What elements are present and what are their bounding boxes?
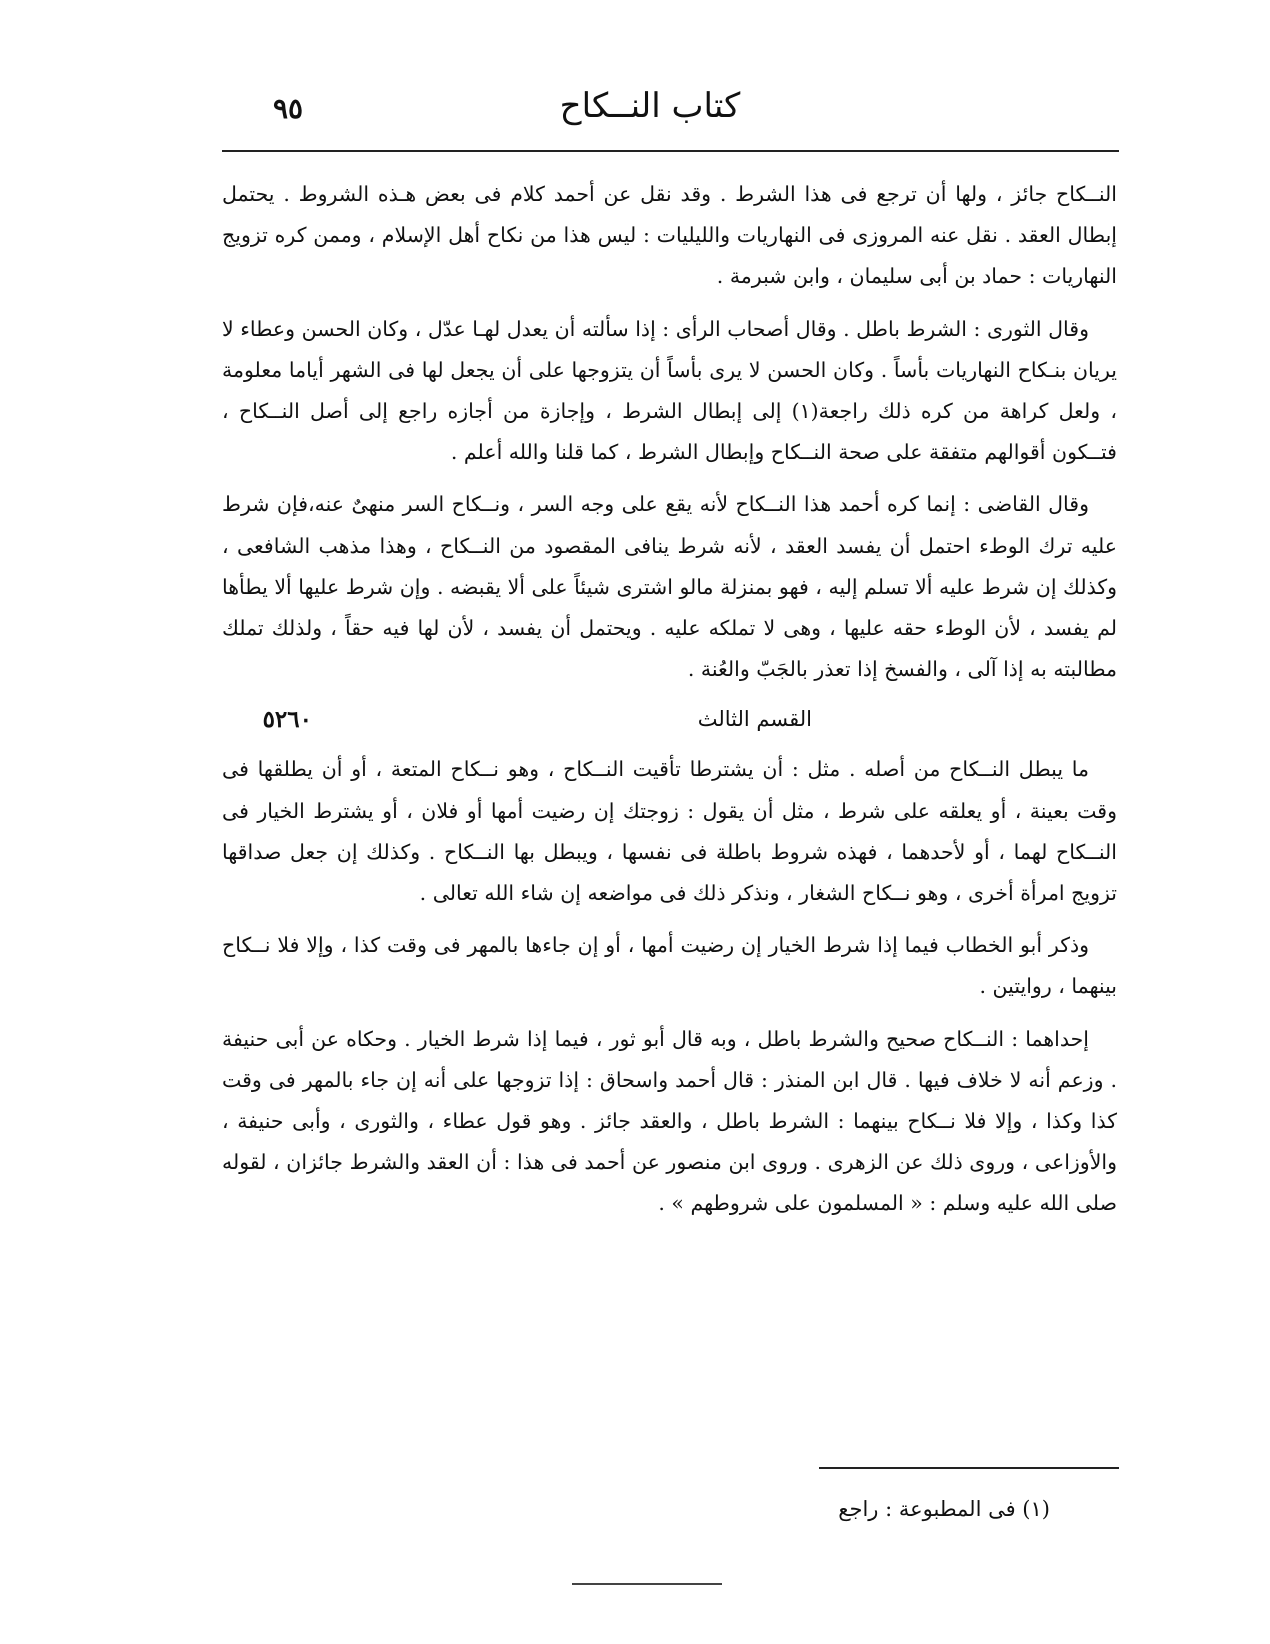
running-title: كتاب النــكاح (559, 86, 741, 126)
section-title: القسم الثالث (697, 707, 812, 732)
section-number: ٥٢٦٠ (262, 706, 312, 734)
section-heading (222, 699, 1117, 743)
paragraph-6: إحداهما : النــكاح صحيح والشرط باطل ، وبه قال أبو ثور ، فيما إذا شرط الخيار . وحكاه عن أبى حنيفة . وزعم أنه لا خلاف فيها . قال ابن المنذر : قال أحمد واسحاق : إذا تزوجها على أنه إن جاء بالمهر فى وقت كذا وكذا ، وإلا فلا نــكاح بينهما : الشرط باطل ، والعقد جائز . وهو قول عطاء ، والثورى ، وأبى حنيفة ، والأوزاعى ، وروى ذلك عن الزهرى . وروى ابن منصور عن أحمد فى هذا : أن العقد والشرط جائزان ، لقوله صلى الله عليه وسلم : « المسلمون على شروطهم » . (222, 1026, 1117, 1216)
paragraph-1: النــكاح جائز ، ولها أن ترجع فى هذا الشرط . وقد نقل عن أحمد كلام فى بعض هـذه الشروط . يحتمل إبطال العقد . نقل عنه المروزى فى النهاريات والليليات : ليس هذا من نكاح أهل الإسلام ، وممن كره تزويج النهاريات : حماد بن أبى سليمان ، وابن شبرمة . (222, 182, 1117, 289)
paragraph-4: ما يبطل النــكاح من أصله . مثل : أن يشترطا تأقيت النــكاح ، وهو نــكاح المتعة ، أو أن يطلقها فى وقت بعينة ، أو يعلقه على شرط ، مثل أن يقول : زوجتك إن رضيت أمها أو فلان ، أو يشترط الخيار فى النــكاح لهما ، أو لأحدهما ، فهذه شروط باطلة فى نفسها ، ويبطل بها النــكاح . وكذلك إن جعل صداقها تزويج امرأة أخرى ، وهو نــكاح الشغار ، ونذكر ذلك فى مواضعه إن شاء الله تعالى . (222, 757, 1117, 906)
paragraph-5: وذكر أبو الخطاب فيما إذا شرط الخيار إن رضيت أمها ، أو إن جاءها بالمهر فى وقت كذا ، وإلا فلا نــكاح بينهما ، روايتين . (222, 933, 1117, 999)
header-rule (222, 150, 1119, 152)
page-number: ٩٥ (272, 92, 304, 125)
main-text (222, 174, 1117, 1236)
footnote-rule (819, 1467, 1119, 1469)
bottom-rule (572, 1583, 722, 1585)
paragraph-3: وقال القاضى : إنما كره أحمد هذا النــكاح لأنه يقع على وجه السر ، ونــكاح السر منهىٌ عنه،فإن شرط عليه ترك الوطء احتمل أن يفسد العقد ، لأنه شرط ينافى المقصود من النــكاح ، وهذا مذهب الشافعى ، وكذلك إن شرط عليه ألا تسلم إليه ، فهو بمنزلة مالو اشترى شيئاً على ألا يقبضه . وإن شرط عليها ألا يطأها لم يفسد ، لأن الوطء حقه عليها ، وهى لا تملكه عليه . ويحتمل أن يفسد ، لأن لها فيه حقاً ، ولذلك تملك مطالبته به إذا آلى ، والفسخ إذا تعذر بالجَبّ والعُنة . (222, 492, 1117, 682)
footnote: (١) فى المطبوعة : راجع (838, 1497, 1050, 1521)
paragraph-2: وقال الثورى : الشرط باطل . وقال أصحاب الرأى : إذا سألته أن يعدل لهـا عدّل ، وكان الحسن وعطاء لا يريان بنـكاح النهاريات بأساً . وكان الحسن لا يرى بأساً أن يتزوجها على أن يجعل لها فى الشهر أياما معلومة ، ولعل كراهة من كره ذلك راجعة(١) إلى إبطال الشرط ، وإجازة من أجازه راجع إلى أصل النــكاح ، فتــكون أقوالهم متفقة على صحة النــكاح وإبطال الشرط ، كما قلنا والله أعلم . (222, 316, 1117, 465)
